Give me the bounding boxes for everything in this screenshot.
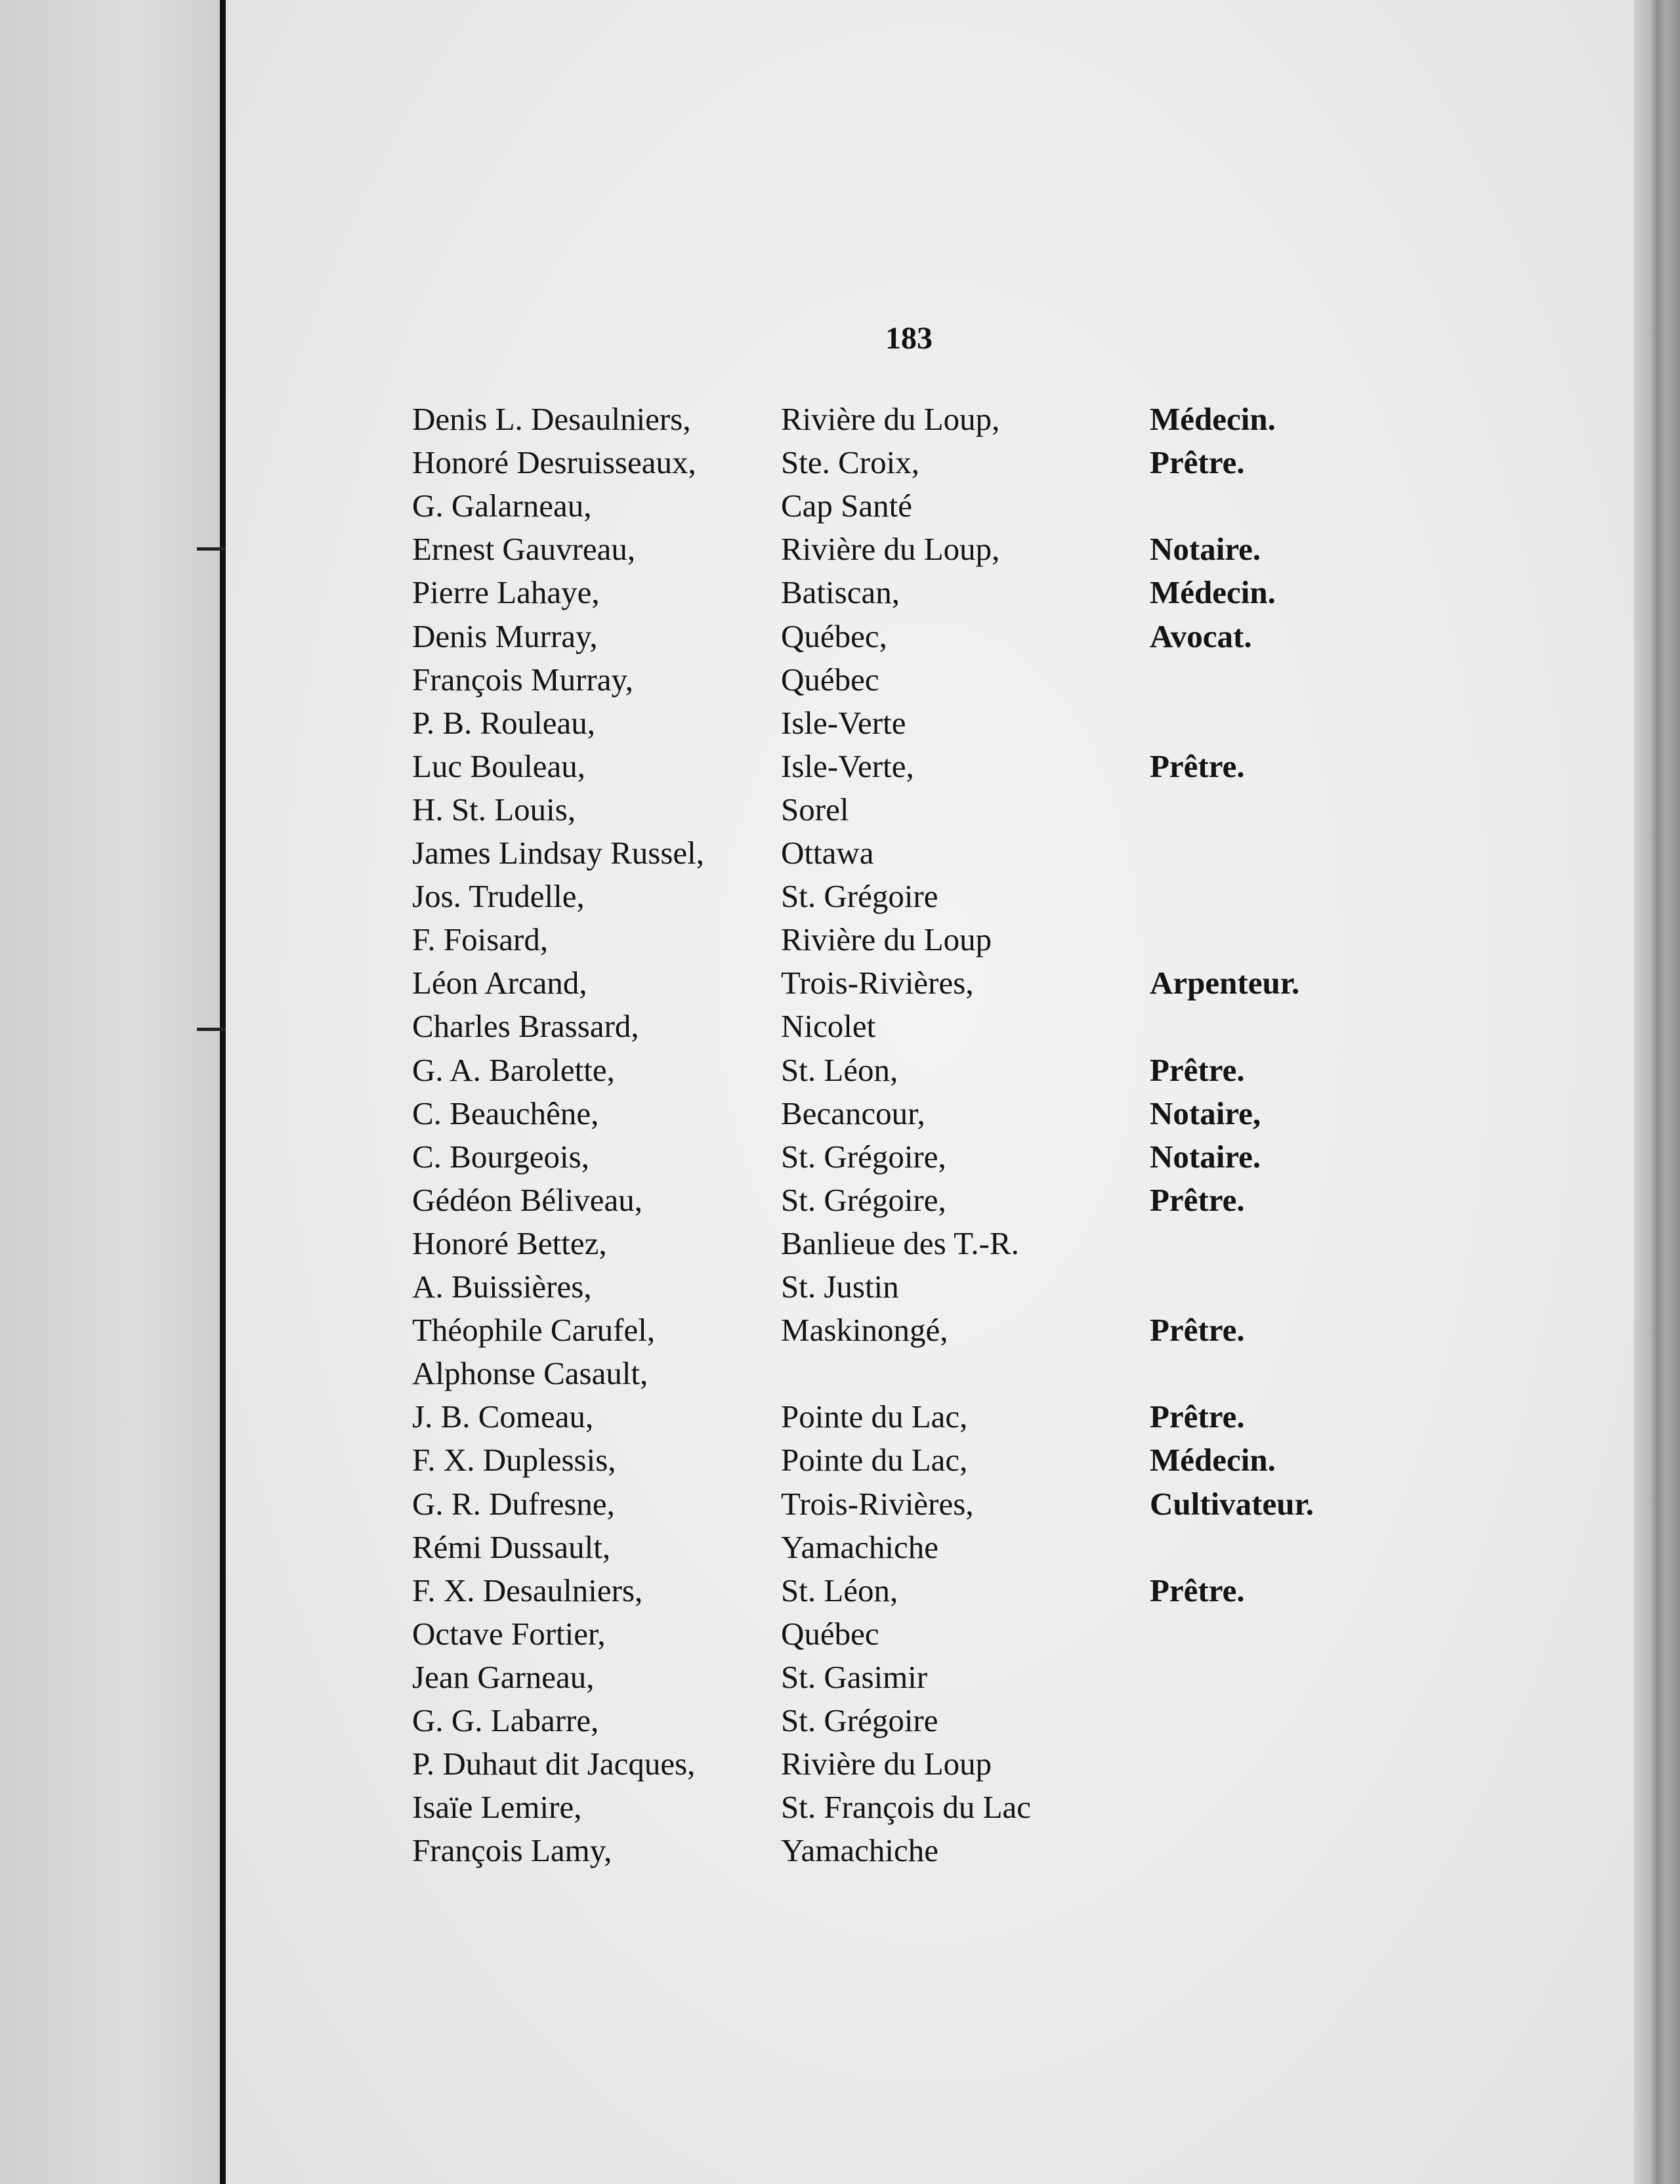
person-name: Octave Fortier, <box>412 1616 606 1652</box>
person-name: Rémi Dussault, <box>412 1529 611 1565</box>
person-name: Théophile Carufel, <box>412 1312 656 1348</box>
person-name: Isaïe Lemire, <box>412 1789 582 1825</box>
book-spine <box>220 0 226 2184</box>
person-name: P. Duhaut dit Jacques, <box>412 1746 696 1782</box>
person-name: Ernest Gauvreau, <box>412 531 636 567</box>
person-name: F. Foisard, <box>412 921 549 957</box>
page-number: 183 <box>885 321 933 356</box>
person-name: Pierre Lahaye, <box>412 574 600 610</box>
person-name: Denis Murray, <box>412 618 598 654</box>
person-name: G. R. Dufresne, <box>412 1486 615 1522</box>
person-name: Charles Brassard, <box>412 1008 639 1044</box>
person-name: Honoré Desruisseaux, <box>412 444 696 480</box>
profession: Médecin. <box>1150 1442 1276 1478</box>
profession: Prêtre. <box>1150 1572 1245 1608</box>
place-name: Pointe du Lac, <box>781 1398 968 1435</box>
person-name: François Lamy, <box>412 1832 612 1868</box>
person-name: James Lindsay Russel, <box>412 835 705 871</box>
place-name: St. Grégoire <box>781 1702 938 1738</box>
place-name: Cap Santé <box>781 488 913 524</box>
profession: Avocat. <box>1150 618 1252 654</box>
person-name: H. St. Louis, <box>412 791 576 828</box>
place-name: Rivière du Loup <box>781 921 992 957</box>
profession: Prêtre. <box>1150 1398 1245 1435</box>
profession: Notaire. <box>1150 1139 1261 1175</box>
person-name: Gédéon Béliveau, <box>412 1182 643 1218</box>
place-name: Isle-Verte <box>781 705 906 741</box>
place-name: St. Grégoire, <box>781 1139 946 1175</box>
person-name: F. X. Duplessis, <box>412 1442 616 1478</box>
place-name: Batiscan, <box>781 574 900 610</box>
place-name: Yamachiche <box>781 1529 938 1565</box>
person-name: P. B. Rouleau, <box>412 705 596 741</box>
place-name: Isle-Verte, <box>781 748 914 784</box>
place-name: Rivière du Loup, <box>781 401 1000 437</box>
place-name: Ste. Croix, <box>781 444 919 480</box>
place-name: Rivière du Loup, <box>781 531 1000 567</box>
person-name: A. Buissières, <box>412 1269 592 1305</box>
profession: Notaire. <box>1150 531 1261 567</box>
place-name: St. François du Lac <box>781 1789 1032 1825</box>
person-name: G. Galarneau, <box>412 488 592 524</box>
place-name: St. Justin <box>781 1269 899 1305</box>
person-name: Honoré Bettez, <box>412 1225 607 1261</box>
place-name: Nicolet <box>781 1008 876 1044</box>
place-name: Maskinongé, <box>781 1312 948 1348</box>
profession: Arpenteur. <box>1150 965 1300 1001</box>
person-name: C. Bourgeois, <box>412 1139 589 1175</box>
place-name: St. Léon, <box>781 1572 898 1608</box>
place-name: Pointe du Lac, <box>781 1442 968 1478</box>
person-name: Jean Garneau, <box>412 1659 595 1695</box>
place-name: Rivière du Loup <box>781 1746 992 1782</box>
place-name: Banlieue des T.-R. <box>781 1225 1019 1261</box>
place-name: St. Gasimir <box>781 1659 928 1695</box>
profession: Notaire, <box>1150 1095 1261 1131</box>
profession: Cultivateur. <box>1150 1486 1314 1522</box>
person-name: François Murray, <box>412 662 634 698</box>
place-name: Trois-Rivières, <box>781 965 974 1001</box>
place-name: Québec <box>781 662 879 698</box>
person-name: G. A. Barolette, <box>412 1052 615 1088</box>
person-name: Alphonse Casault, <box>412 1355 648 1391</box>
person-name: J. B. Comeau, <box>412 1398 594 1435</box>
place-name: Sorel <box>781 791 849 828</box>
person-name: Léon Arcand, <box>412 965 587 1001</box>
place-name: St. Léon, <box>781 1052 898 1088</box>
place-name: Ottawa <box>781 835 874 871</box>
person-name: F. X. Desaulniers, <box>412 1572 643 1608</box>
place-name: Yamachiche <box>781 1832 938 1868</box>
profession: Médecin. <box>1150 401 1276 437</box>
person-name: Luc Bouleau, <box>412 748 585 784</box>
profession: Médecin. <box>1150 574 1276 610</box>
person-name: Denis L. Desaulniers, <box>412 401 691 437</box>
left-margin <box>0 0 226 2184</box>
person-name: Jos. Trudelle, <box>412 878 585 914</box>
place-name: Trois-Rivières, <box>781 1486 974 1522</box>
place-name: St. Grégoire <box>781 878 938 914</box>
place-name: Québec, <box>781 618 887 654</box>
profession: Prêtre. <box>1150 444 1245 480</box>
person-name: G. G. Labarre, <box>412 1702 599 1738</box>
profession: Prêtre. <box>1150 1312 1245 1348</box>
page-edge <box>1634 0 1680 2184</box>
profession: Prêtre. <box>1150 748 1245 784</box>
place-name: Becancour, <box>781 1095 925 1131</box>
profession: Prêtre. <box>1150 1052 1245 1088</box>
place-name: Québec <box>781 1616 879 1652</box>
profession: Prêtre. <box>1150 1182 1245 1218</box>
place-name: St. Grégoire, <box>781 1182 946 1218</box>
person-name: C. Beauchêne, <box>412 1095 599 1131</box>
